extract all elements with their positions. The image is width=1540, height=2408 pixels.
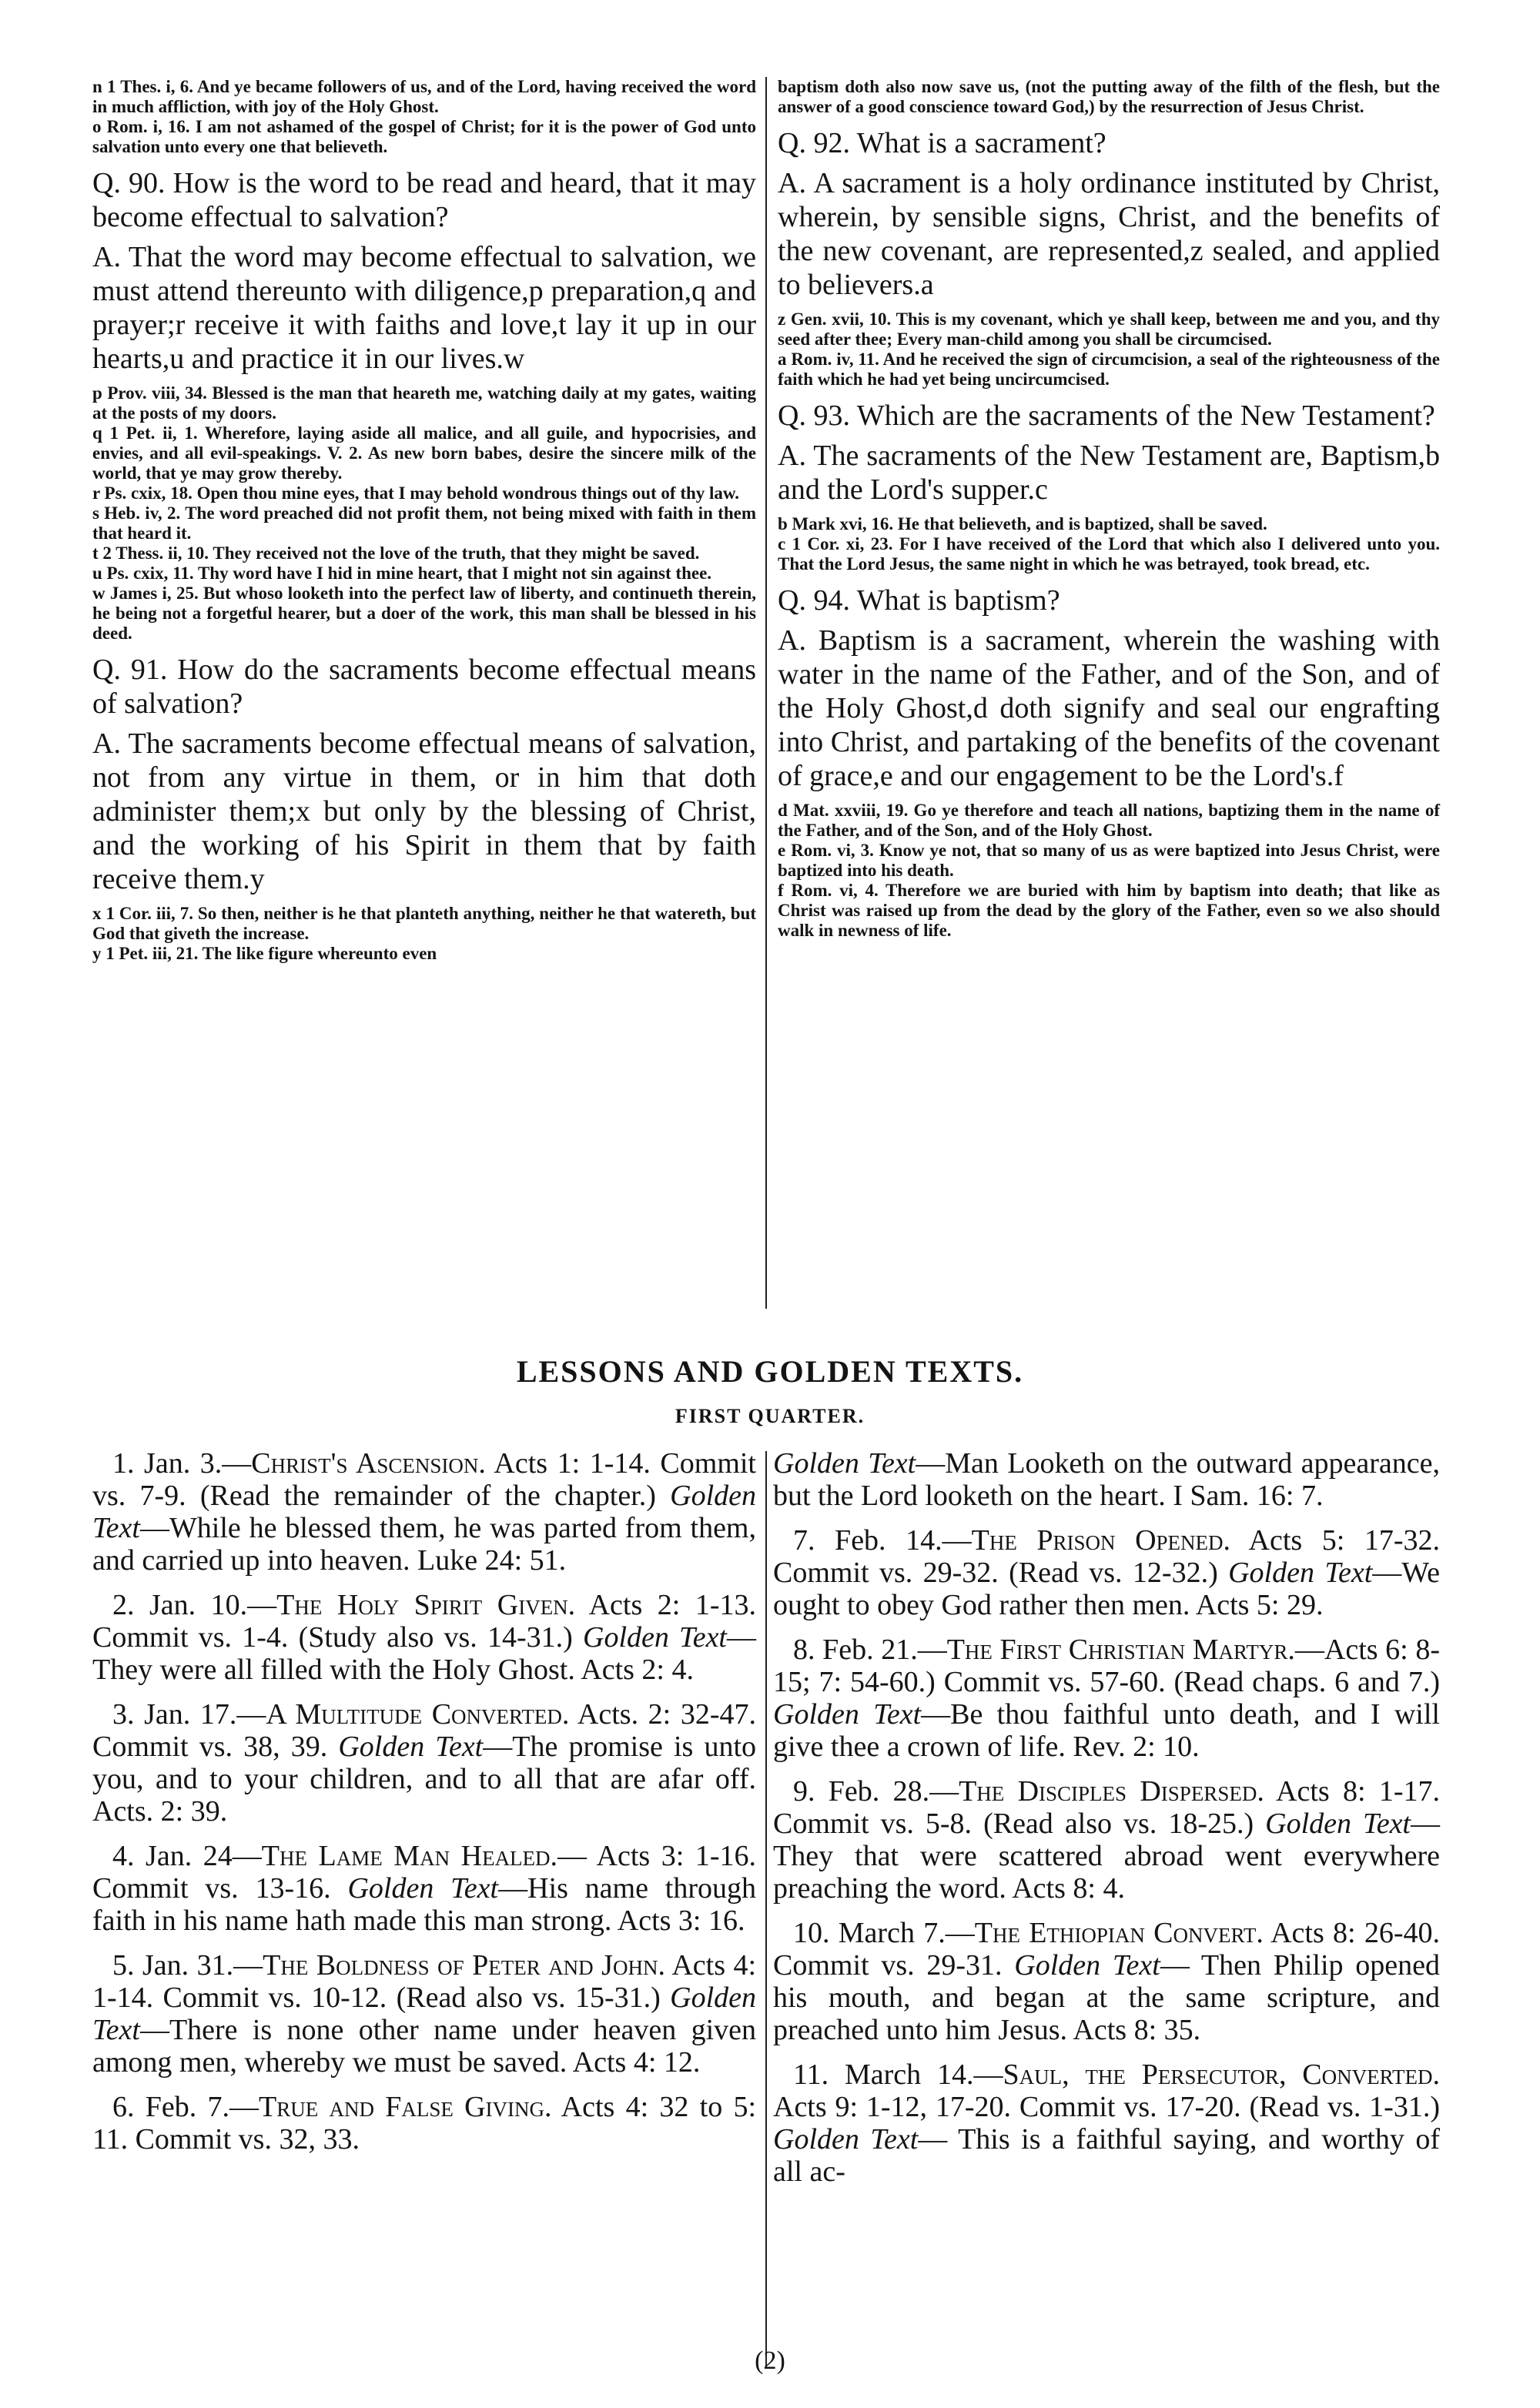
lesson-entry: 7. Feb. 14.—The Prison Opened. Acts 5: 17-32. Commit vs. 29-32. (Read vs. 12-32.) Golden Text—We ought to obey God rather then men. Acts 5: 29. (773, 1524, 1440, 1621)
lesson-entry: 5. Jan. 31.—The Boldness of Peter and John. Acts 4: 1-14. Commit vs. 10-12. (Read also vs. 15-31.) Golden Text—There is none other name under heaven given among men, whereby we must be saved. Acts 4: 12. (92, 1949, 757, 2079)
footnote-y-continued: baptism doth also now save us, (not the putting away of the filth of the flesh, but the answer of a good conscience toward God,) by the resurrection of Jesus Christ. (778, 77, 1440, 116)
footnote-e: e Rom. vi, 3. Know ye not, that so many of us as were baptized into Jesus Christ, were baptized into his death. (778, 841, 1440, 880)
quarter-heading: FIRST QUARTER. (675, 1405, 865, 1427)
column-divider-bottom (765, 1451, 767, 2367)
lesson-entry: 1. Jan. 3.—Christ's Ascension. Acts 1: 1-14. Commit vs. 7-9. (Read the remainder of the chapter.) Golden Text—While he blessed them, he was parted from them, and carried up into heaven. Luke 24: 51. (92, 1447, 756, 1577)
question-90: Q. 90. How is the word to be read and heard, that it may become effectual to salvation? (92, 167, 756, 233)
footnote-u: u Ps. cxix, 11. Thy word have I hid in mine heart, that I might not sin against thee. (92, 564, 712, 583)
footnote-p: p Prov. viii, 34. Blessed is the man that heareth me, watching daily at my gates, waiting at the posts of my doors. (92, 383, 756, 423)
footnote-s: s Heb. iv, 2. The word preached did not profit them, not being mixed with faith in them that heard it. (92, 503, 756, 543)
lesson-entry: 10. March 7.—The Ethiopian Convert. Acts 8: 26-40. Commit vs. 29-31. Golden Text— Then Philip opened his mouth, and began at the same scripture, and preached unto him Jesus. Acts 8: 35. (773, 1917, 1440, 2046)
footnote-w: w James i, 25. But whoso looketh into the perfect law of liberty, and continueth therein, he being not a forgetful hearer, but a doer of the work, this man shall be blessed in his deed. (92, 584, 756, 643)
question-93: Q. 93. Which are the sacraments of the New Testament? (778, 400, 1435, 432)
footnote-y: y 1 Pet. iii, 21. The like figure whereunto even (92, 944, 437, 963)
catechism-left-column (92, 77, 756, 964)
lesson-entry: 9. Feb. 28.—The Disciples Dispersed. Acts 8: 1-17. Commit vs. 5-8. (Read also vs. 18-25.) Golden Text—They that were scattered abroad went everywhere preaching the word. Acts 8: 4. (773, 1775, 1440, 1905)
question-92: Q. 92. What is a sacrament? (778, 127, 1106, 159)
footnote-o: o Rom. i, 16. I am not ashamed of the gospel of Christ; for it is the power of God unto salvation unto every one that believeth. (92, 117, 756, 156)
lesson-entry: 2. Jan. 10.—The Holy Spirit Given. Acts 2: 1-13. Commit vs. 1-4. (Study also vs. 14-31.) Golden Text—They were all filled with the Holy Ghost. Acts 2: 4. (92, 1589, 756, 1686)
footnote-q: q 1 Pet. ii, 1. Wherefore, laying aside all malice, and all guile, and hypocrisies, and envies, and all evil-speakings. V. 2. As new born babes, desire the sincere milk of the world, that ye may grow thereby. (92, 423, 756, 483)
lesson-entry: 11. March 14.—Saul, the Persecutor, Converted. Acts 9: 1-12, 17-20. Commit vs. 17-20. (Read vs. 1-31.) Golden Text— This is a faithful saying, and worthy of all ac- (773, 2059, 1440, 2188)
answer-91: A. The sacraments become effectual means of salvation, not from any virtue in them, or in him that doth administer them;x but only by the blessing of Christ, and the working of his Spirit in them that by faith receive them.y (92, 727, 756, 895)
lessons-left-column (92, 1447, 756, 2168)
column-divider-top (765, 77, 767, 1309)
answer-92: A. A sacrament is a holy ordinance instituted by Christ, wherein, by sensible signs, Christ, and the benefits of the new covenant, are represented,z sealed, and applied to believers.a (778, 167, 1440, 301)
section-heading: LESSONS AND GOLDEN TEXTS. (516, 1354, 1024, 1389)
page-number: (2) (755, 2346, 785, 2375)
footnote-f: f Rom. vi, 4. Therefore we are buried with him by baptism into death; that like as Christ was raised up from the dead by the glory of the Father, even so we also should walk in newness of life. (778, 881, 1440, 940)
footnote-n: n 1 Thes. i, 6. And ye became followers of us, and of the Lord, having received the word in much affliction, with joy of the Holy Ghost. (92, 77, 756, 116)
answer-90: A. That the word may become effectual to salvation, we must attend thereunto with diligence,p preparation,q and prayer;r receive it with faiths and love,t lay it up in our hearts,u and practice it in our lives.w (92, 241, 756, 375)
lesson-entry: 3. Jan. 17.—A Multitude Converted. Acts. 2: 32-47. Commit vs. 38, 39. Golden Text—The promise is unto you, and to your children, and to all that are afar off. Acts. 2: 39. (92, 1698, 756, 1828)
lessons-right-column (773, 1447, 1440, 2200)
catechism-right-column (778, 77, 1440, 941)
lesson-entry: 8. Feb. 21.—The First Christian Martyr.—Acts 6: 8-15; 7: 54-60.) Commit vs. 57-60. (Read chaps. 6 and 7.) Golden Text—Be thou faithful unto death, and I will give thee a crown of life. Rev. 2: 10. (773, 1634, 1440, 1763)
footnote-z: z Gen. xvii, 10. This is my covenant, which ye shall keep, between me and you, and thy seed after thee; Every man-child among you shall be circumcised. (778, 309, 1440, 349)
lesson-entry: 6. Feb. 7.—True and False Giving. Acts 4: 32 to 5: 11. Commit vs. 32, 33. (92, 2091, 756, 2155)
footnote-r: r Ps. cxix, 18. Open thou mine eyes, that I may behold wondrous things out of thy law. (92, 483, 740, 503)
footnote-a: a Rom. iv, 11. And he received the sign of circumcision, a seal of the righteousness of the faith which he had yet being uncircumcised. (778, 349, 1440, 389)
footnote-d: d Mat. xxviii, 19. Go ye therefore and teach all nations, baptizing them in the name of the Father, and of the Son, and of the Holy Ghost. (778, 801, 1440, 840)
answer-94: A. Baptism is a sacrament, wherein the washing with water in the name of the Father, and of the Son, and of the Holy Ghost,d doth signify and seal our engrafting into Christ, and partaking of the benefits of the covenant of grace,e and our engagement to be the Lord's.f (778, 624, 1440, 792)
answer-93: A. The sacraments of the New Testament are, Baptism,b and the Lord's supper.c (778, 440, 1440, 506)
footnote-c: c 1 Cor. xi, 23. For I have received of the Lord that which also I delivered unto you. That the Lord Jesus, the same night in which he was betrayed, took bread, etc. (778, 534, 1440, 574)
footnote-b: b Mark xvi, 16. He that believeth, and is baptized, shall be saved. (778, 514, 1267, 533)
footnote-t: t 2 Thess. ii, 10. They received not the love of the truth, that they might be saved. (92, 543, 700, 563)
lesson-entry: 4. Jan. 24—The Lame Man Healed.— Acts 3: 1-16. Commit vs. 13-16. Golden Text—His name through faith in his name hath made this man strong. Acts 3: 16. (92, 1840, 756, 1937)
footnote-x: x 1 Cor. iii, 7. So then, neither is he that planteth anything, neither he that watereth, but God that giveth the increase. (92, 904, 756, 943)
question-91: Q. 91. How do the sacraments become effectual means of salvation? (92, 654, 756, 720)
lesson-entry-continued: Golden Text—Man Looketh on the outward appearance, but the Lord looketh on the heart. I Sam. 16: 7. (773, 1447, 1440, 1512)
question-94: Q. 94. What is baptism? (778, 584, 1060, 617)
